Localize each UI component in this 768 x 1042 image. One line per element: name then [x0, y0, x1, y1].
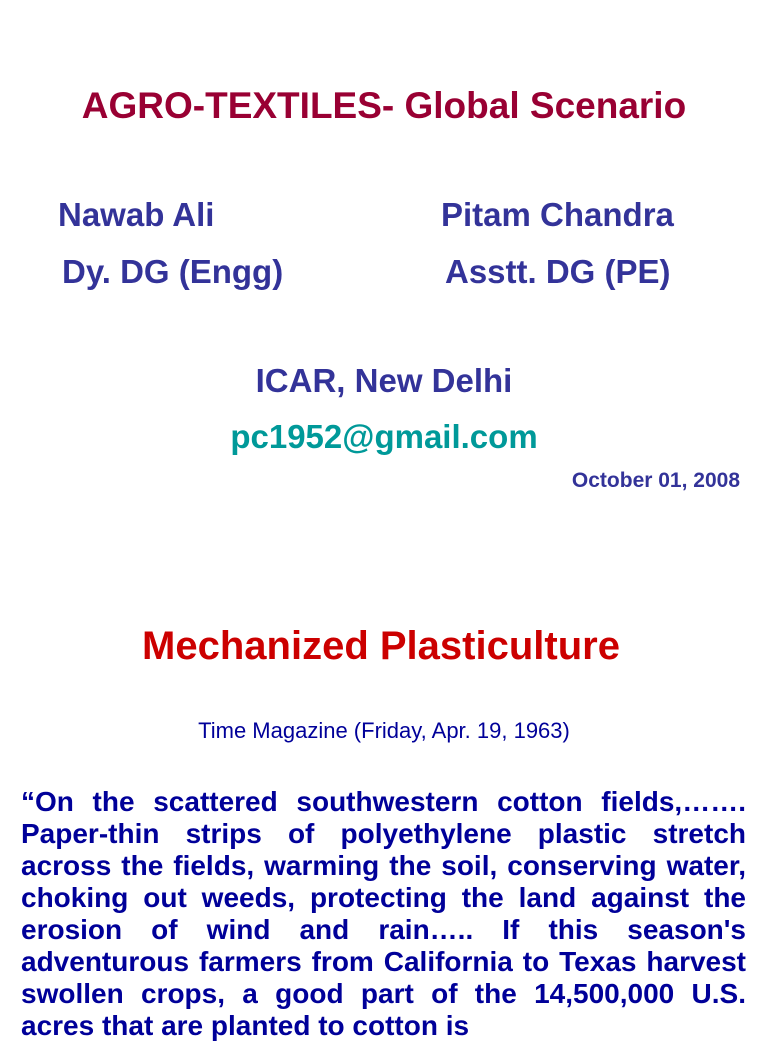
quote-text: “On the scattered southwestern cotton fields,……. Paper-thin strips of polyethylene plastic stretch across the fields, warming the soil, conserving water, choking out weeds, protecting the land against the erosion of wind and rain….. If this season's adventurous farmers from California to Texas harvest swollen crops, a good part of the 14,500,000 U.S. acres that are planted to cotton is [21, 786, 746, 1041]
presentation-title: AGRO-TEXTILES- Global Scenario [81, 85, 687, 126]
author-designation: Asstt. DG (PE) [445, 253, 671, 290]
author-designation: Dy. DG (Engg) [62, 253, 284, 290]
contact-email: pc1952@gmail.com [230, 418, 538, 455]
presentation-date: October 01, 2008 [571, 469, 740, 492]
content-slide [0, 576, 768, 1041]
author-name: Pitam Chandra [441, 196, 674, 233]
author-name: Nawab Ali [58, 196, 215, 233]
organization: ICAR, New Delhi [255, 362, 513, 399]
quote-source: Time Magazine (Friday, Apr. 19, 1963) [198, 718, 570, 743]
slide-title: Mechanized Plasticulture [142, 624, 620, 668]
